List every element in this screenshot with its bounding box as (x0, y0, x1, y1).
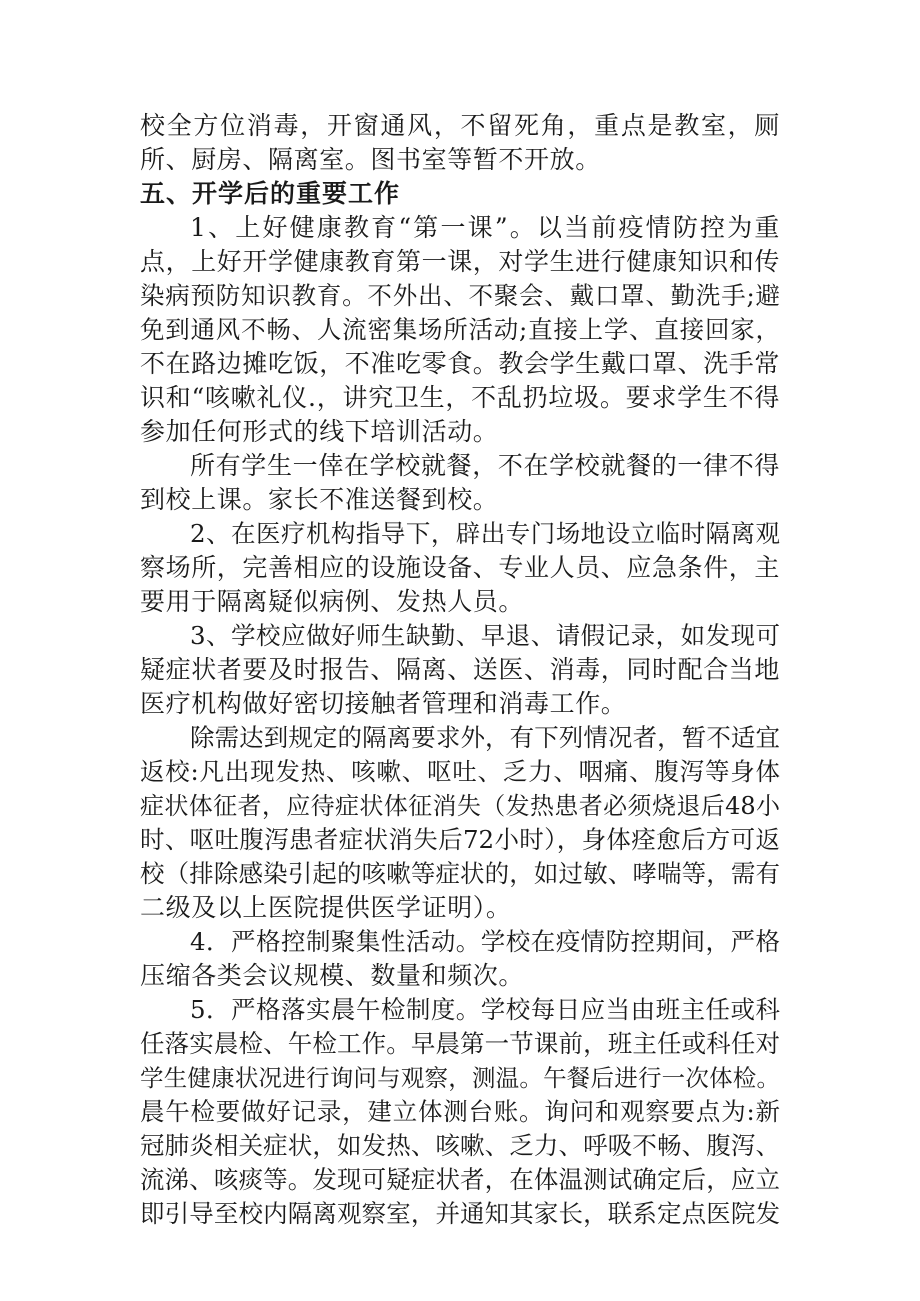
text-line-32: 流涕、咳痰等。发现可疑症状者，在体温测试确定后，应立 (140, 1165, 780, 1194)
text-line-18: 医疗机构做好密切接触者管理和消毒工作。 (140, 689, 627, 718)
text-line-28: 任落实晨检、午检工作。早晨第一节课前，班主任或科任对 (140, 1029, 780, 1058)
text-line-25: 4．严格控制聚集性活动。学校在疫情防控期间，严格 (190, 927, 780, 956)
text-line-9: 识和“咳嗽礼仪.，讲究卫生，不乱扔垃圾。要求学生不得 (140, 383, 780, 412)
text-line-24: 二级及以上医院提供医学证明）。 (140, 893, 512, 922)
text-line-19: 除需达到规定的隔离要求外，有下列情况者，暂不适宜 (190, 723, 780, 752)
text-line-6: 染病预防知识教育。不外出、不聚会、戴口罩、勤洗手;避 (140, 281, 780, 310)
section-heading: 五、开学后的重要工作 (140, 179, 401, 208)
text-line-30: 晨午检要做好记录，建立体测台账。询问和观察要点为:新 (140, 1097, 780, 1126)
text-line-20: 返校:凡出现发热、咳嗽、呕吐、乏力、咽痛、腹泻等身体 (140, 757, 780, 786)
text-line-8: 不在路边摊吃饭，不准吃零食。教会学生戴口罩、洗手常 (140, 349, 781, 378)
text-line-33: 即引导至校内隔离观察室，并通知其家长，联系定点医院发 (140, 1199, 780, 1228)
text-line-7: 免到通风不畅、人流密集场所活动;直接上学、直接回家， (140, 315, 780, 344)
text-line-4: 1、上好健康教育“第一课”。以当前疫情防控为重 (190, 213, 780, 242)
text-line-29: 学生健康状况进行询问与观察，测温。午餐后进行一次体检。 (140, 1064, 780, 1092)
text-line-31: 冠肺炎相关症状，如发热、咳嗽、乏力、呼吸不畅、腹泻、 (140, 1131, 780, 1160)
text-line-27: 5．严格落实晨午检制度。学校每日应当由班主任或科 (190, 995, 780, 1024)
text-line-15: 要用于隔离疑似病例、发热人员。 (140, 587, 525, 616)
text-line-10: 参加任何形式的线下培训活动。 (140, 417, 499, 446)
text-line-14: 察场所，完善相应的设施设备、专业人员、应急条件，主 (140, 553, 781, 582)
text-line-21: 症状体征者，应待症状体征消失（发热患者必须烧退后48小 (140, 792, 780, 820)
text-line-17: 疑症状者要及时报告、隔离、送医、消毒，同时配合当地 (140, 655, 781, 684)
text-line-11: 所有学生一倖在学校就餐，不在学校就餐的一律不得 (190, 451, 780, 480)
text-line-26: 压缩各类会议规模、数量和频次。 (140, 961, 525, 990)
text-line-1: 校全方位消毒，开窗通风，不留死角，重点是教室，厕 (140, 111, 780, 140)
text-line-23: 校（排除感染引起的咳嗽等症状的，如过敏、哮喘等，需有 (140, 859, 780, 888)
text-line-13: 2、在医疗机构指导下，辟出专门场地设立临时隔离观 (190, 519, 780, 548)
text-line-5: 点，上好开学健康教育第一课，对学生进行健康知识和传 (140, 247, 781, 276)
text-line-22: 时、呕吐腹泻患者症状消失后72小时），身体痊愈后方可返 (140, 825, 780, 854)
text-line-12: 到校上课。家长不准送餐到校。 (140, 485, 499, 514)
text-line-16: 3、学校应做好师生缺勤、早退、请假记录，如发现可 (190, 621, 780, 650)
text-line-2: 所、厨房、隔离室。图书室等暂不开放。 (140, 145, 601, 174)
